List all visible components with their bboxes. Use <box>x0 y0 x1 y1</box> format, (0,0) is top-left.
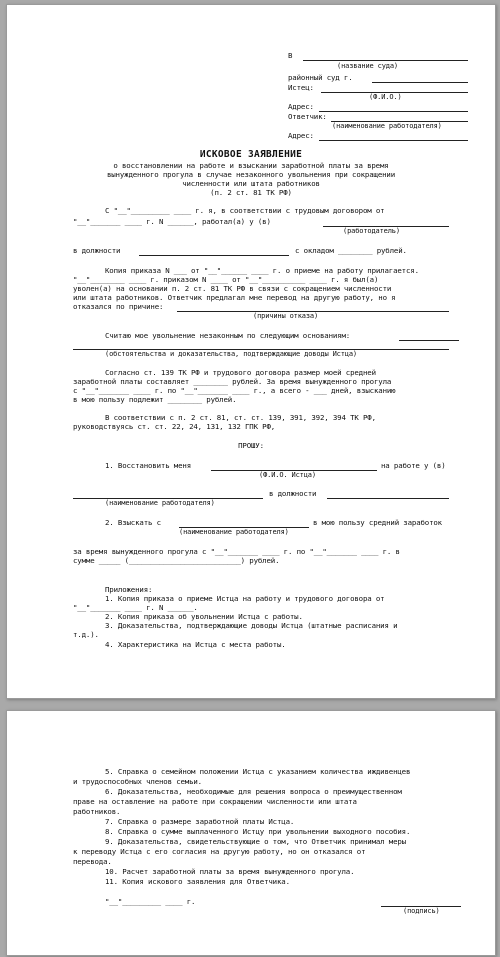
position-line <box>139 255 289 256</box>
attachment-9-cont-1: к переводу Истца с его согласия на другую работу, но он отказался от <box>73 847 366 856</box>
p4-line-3: с "__"_______ ____ г. по "__"_______ ____ г., а всего - ___ дней, взысканию <box>73 386 396 395</box>
attachment-5: 5. Справка о семейном положении Истца с указанием количества иждивенцев <box>105 767 411 776</box>
court-line <box>303 60 468 61</box>
request-1-fio-hint: (Ф.И.О. Истца) <box>259 471 316 479</box>
attachment-5-cont: и трудоспособных членов семьи. <box>73 777 202 786</box>
p4-line-1: Согласно ст. 139 ТК РФ и трудового договора размер моей средней <box>105 368 376 377</box>
address1-line <box>319 111 468 112</box>
attachment-2: 2. Копия приказа об увольнении Истца с работы. <box>105 612 303 621</box>
plaintiff-fio-hint: (Ф.И.О.) <box>369 93 402 101</box>
attachment-11: 11. Копия искового заявления для Ответчика. <box>105 877 290 886</box>
p2-line-3: уволен(а) на основании п. 2 ст. 81 ТК РФ в связи с сокращением численности <box>73 284 392 293</box>
defendant-employer-hint: (наименование работодателя) <box>332 122 442 130</box>
court-hint: (название суда) <box>337 62 398 70</box>
district-court-line <box>372 82 468 83</box>
p2-line-2: "__"________ ____ г. приказом N ____ от "__"__________ ____ г. я был(а) <box>73 275 379 284</box>
p2-line-4: или штата работников. Ответчик предлагал мне перевод на другую работу, но я <box>73 293 396 302</box>
district-court-label: районный суд г. <box>288 73 353 82</box>
grounds-line-1 <box>399 340 459 341</box>
p2-refusal-hint: (причины отказа) <box>253 312 319 320</box>
request-2-employer-hint: (наименование работодателя) <box>179 528 289 536</box>
request-2-line-2: за время вынужденного прогула с "__"_______ ____ г. по "__"_______ ____ г. в <box>73 547 400 556</box>
request-1-line-1b: на работе у (в) <box>381 461 446 470</box>
subtitle-line-4: (п. 2 ст. 81 ТК РФ) <box>210 188 292 197</box>
subtitle-line-1: о восстановлении на работе и взыскании заработной платы за время <box>113 161 389 170</box>
attachment-6-cont-2: работников. <box>73 807 121 816</box>
p1-line-1: С "__"_________ ____ г. я, в соответствии с трудовым договором от <box>105 206 385 215</box>
address2-line <box>319 140 468 141</box>
attachment-1-cont: "__"_______ ____ г. N ______. <box>73 603 198 612</box>
attachment-10: 10. Расчет заработной платы за время вынужденного прогула. <box>105 867 355 876</box>
p3-line-1: Считаю мое увольнение незаконным по следующим основаниям: <box>105 331 351 340</box>
document-title: ИСКОВОЕ ЗАЯВЛЕНИЕ <box>199 149 303 160</box>
p1-line-3: в должности <box>73 246 121 255</box>
document-page-2 <box>6 710 496 956</box>
attachment-3-cont: т.д.). <box>73 630 99 639</box>
attachment-4: 4. Характеристика на Истца с места работы. <box>105 640 286 649</box>
attachment-6: 6. Доказательства, необходимые для решения вопроса о преимущественном <box>105 787 402 796</box>
request-1-line-2: в должности <box>269 489 317 498</box>
attachment-1: 1. Копия приказа о приеме Истца на работу и трудового договора от <box>105 594 385 603</box>
attachment-6-cont-1: праве на оставление на работе при сокращении численности или штата <box>73 797 357 806</box>
request-2-line-1a: 2. Взыскать с <box>105 518 161 527</box>
request-1-line-1a: 1. Восстановить меня <box>105 461 191 470</box>
subtitle-line-3: численности или штата работников <box>182 179 320 188</box>
p1-line-3b: с окладом ________ рублей. <box>295 246 407 255</box>
signature-hint: (подпись) <box>403 907 440 915</box>
p5-line-1: В соответствии с п. 2 ст. 81, ст. ст. 139, 391, 392, 394 ТК РФ, <box>105 413 376 422</box>
request-1-position-line <box>327 498 449 499</box>
prosu-heading: ПРОШУ: <box>238 441 264 450</box>
request-2-line-3: сумме _____ (__________________________) рублей. <box>73 556 280 565</box>
attachment-7: 7. Справка о размере заработной платы Истца. <box>105 817 295 826</box>
p2-line-5: отказался по причине: <box>73 302 164 311</box>
signature-date: "__"_________ ____ г. <box>105 897 196 906</box>
header-to: В <box>288 51 293 60</box>
plaintiff-label: Истец: <box>288 83 314 92</box>
document-page-1 <box>6 4 496 699</box>
attachment-9: 9. Доказательства, свидетельствующие о том, что Ответчик принимал меры <box>105 837 406 846</box>
p5-line-2: руководствуясь ст. ст. 22, 24, 131, 132 ГПК РФ, <box>73 422 276 431</box>
request-2-line-1b: в мою пользу средний заработок <box>313 518 442 527</box>
attachment-8: 8. Справка о сумме выплаченного Истцу при увольнении выходного пособия. <box>105 827 411 836</box>
p1-line-2: "__"_______ ____ г. N ______, работал(а) у (в) <box>73 217 271 226</box>
attachment-9-cont-2: перевода. <box>73 857 112 866</box>
subtitle-line-2: вынужденного прогула в случае незаконного увольнения при сокращении <box>106 170 396 179</box>
p2-line-1: Копия приказа N ___ от "__"______ ____ г. о приеме на работу прилагается. <box>105 266 419 275</box>
p4-line-4: в мою пользу подлежит ________ рублей. <box>73 395 237 404</box>
address1-label: Адрес: <box>288 102 314 111</box>
request-1-employer-hint: (наименование работодателя) <box>105 499 215 507</box>
defendant-label: Ответчик: <box>288 112 327 121</box>
p3-grounds-hint: (обстоятельства и доказательства, подтверждающие доводы Истца) <box>105 350 357 358</box>
p4-line-2: заработной платы составляет ________ рублей. За время вынужденного прогула <box>73 377 392 386</box>
attachments-title: Приложения: <box>105 585 153 594</box>
p1-employer-hint: (работодатель) <box>343 227 400 235</box>
attachment-3: 3. Доказательства, подтверждающие доводы Истца (штатные расписания и <box>105 621 398 630</box>
address2-label: Адрес: <box>288 131 314 140</box>
